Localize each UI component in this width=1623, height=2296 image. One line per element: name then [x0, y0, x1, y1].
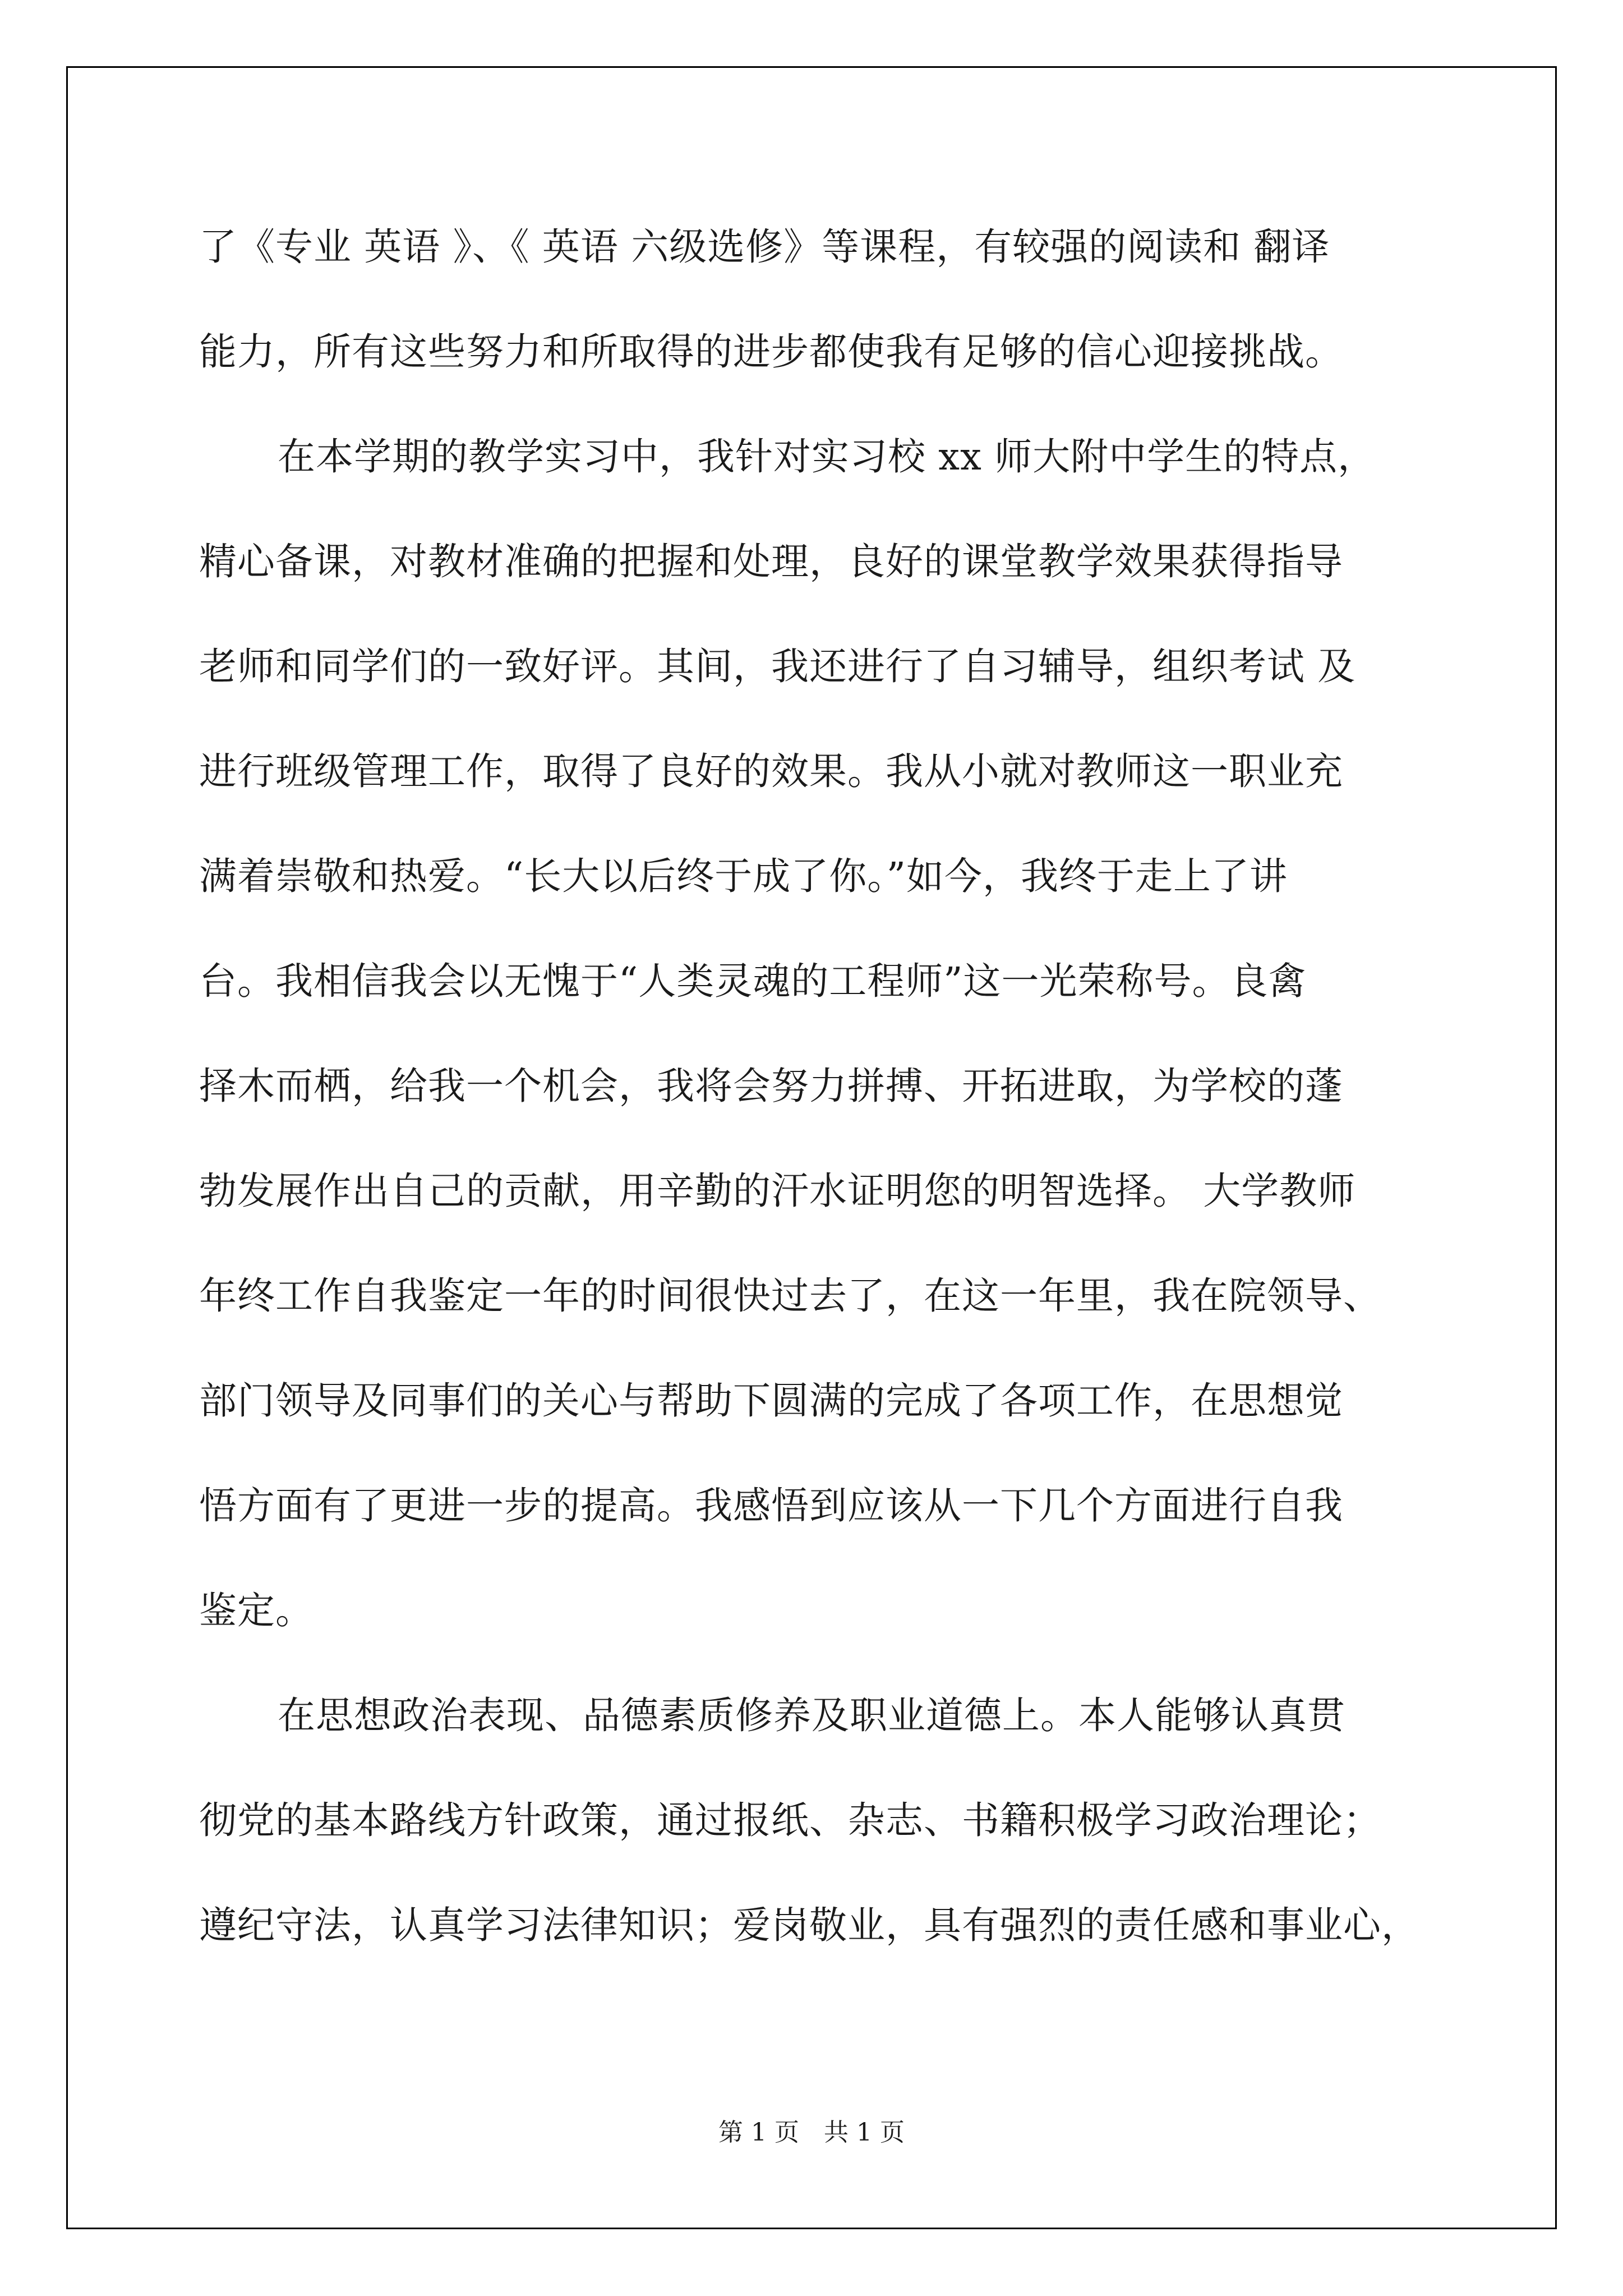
text-line: 鉴定。	[199, 1589, 313, 1632]
text-line: 进行班级管理工作，取得了良好的效果。我从小就对教师这一职业充	[199, 749, 1343, 793]
text-line: 部门领导及同事们的关心与帮助下圆满的完成了各项工作，在思想觉	[199, 1379, 1343, 1423]
text-line: 精心备课，对教材准确的把握和处理，良好的课堂教学效果获得指导	[199, 540, 1343, 583]
text-line: 满着崇敬和热爱。“长大以后终于成了你。”如今，我终于走上了讲	[199, 854, 1288, 898]
text-line: 在思想政治表现、品德素质修养及职业道德上。本人能够认真贯	[278, 1694, 1345, 1737]
text-line: 彻党的基本路线方针政策，通过报纸、杂志、书籍积极学习政治理论；	[199, 1798, 1381, 1842]
text-line: 遵纪守法，认真学习法律知识；爱岗敬业，具有强烈的责任感和事业心，	[199, 1903, 1419, 1947]
page-number-footer: 第 1 页 共 1 页	[718, 2118, 905, 2147]
text-line: 老师和同学们的一致好评。其间，我还进行了自习辅导，组织考试 及	[199, 645, 1356, 688]
text-line: 在本学期的教学实习中，我针对实习校 xx 师大附中学生的特点，	[278, 435, 1376, 478]
text-line: 择木而栖，给我一个机会，我将会努力拼搏、开拓进取，为学校的蓬	[199, 1064, 1343, 1108]
document-body	[199, 213, 1427, 1996]
text-line: 台。我相信我会以无愧于“人类灵魂的工程师”这一光荣称号。良禽	[199, 959, 1307, 1003]
text-line: 能力，所有这些努力和所取得的进步都使我有足够的信心迎接挑战。	[199, 330, 1343, 374]
text-line: 悟方面有了更进一步的提高。我感悟到应该从一下几个方面进行自我	[199, 1484, 1343, 1527]
text-line: 了《专业 英语 》、《 英语 六级选修》等课程，有较强的阅读和 翻译	[199, 225, 1330, 269]
text-line: 勃发展作出自己的贡献，用辛勤的汗水证明您的明智选择。 大学教师	[199, 1169, 1356, 1213]
text-line: 年终工作自我鉴定一年的时间很快过去了，在这一年里，我在院领导、	[199, 1274, 1381, 1318]
